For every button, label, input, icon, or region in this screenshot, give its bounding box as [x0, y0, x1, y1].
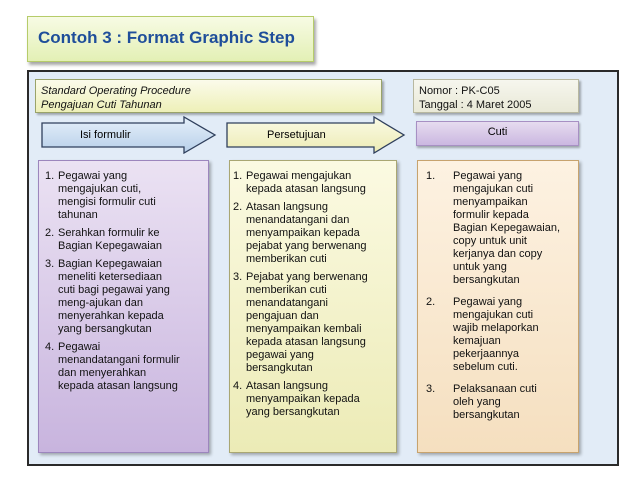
isi-formulir-column — [38, 160, 209, 453]
document-date: Tanggal : 4 Maret 2005 — [419, 99, 532, 111]
item-number: 3. — [233, 271, 243, 283]
document-number: Nomor : PK-C05 — [419, 85, 500, 97]
item-number: 1. — [233, 170, 243, 182]
item-text: Pelaksanaan cuti oleh yang bersangkutan — [453, 383, 537, 421]
item-number: 3. — [426, 383, 436, 395]
list-item — [426, 170, 574, 287]
item-number: 2. — [45, 227, 55, 239]
sop-name-box — [35, 79, 382, 113]
item-text: Pejabat yang berwenang memberikan cuti menandatangani pengajuan dan menyampaikan kembali kepada atasan langsung pegawai yang bersangkutan — [246, 271, 368, 374]
list-item — [45, 258, 204, 336]
item-text: Atasan langsung menandatangani dan menyampaikan kepada pejabat yang berwenang memberikan cuti — [246, 201, 367, 265]
sop-label: Standard Operating Procedure — [41, 85, 191, 97]
item-text: Pegawai yang mengajukan cuti wajib melaporkan kemajuan pekerjaannya sebelum cuti. — [453, 296, 539, 373]
list-item — [45, 227, 204, 253]
step-1-label: Isi formulir — [80, 129, 131, 141]
list-item — [426, 296, 574, 374]
item-number: 1. — [45, 170, 55, 182]
list-item — [45, 170, 204, 222]
item-number: 1. — [426, 170, 436, 182]
list-item — [426, 383, 574, 422]
item-text: Bagian Kepegawaian meneliti ketersediaan cuti bagi pegawai yang meng-ajukan dan menyerahkan kepada yang bersangkutan — [58, 258, 170, 335]
list-item — [233, 201, 392, 266]
step-3-label: Cuti — [487, 126, 508, 138]
item-text: Pegawai mengajukan kepada atasan langsung — [246, 170, 366, 195]
document-info-box — [413, 79, 579, 113]
step-3-header — [416, 121, 579, 146]
list-item — [45, 341, 204, 393]
cuti-column — [417, 160, 579, 453]
item-text: Pegawai yang mengajukan cuti menyampaikan formulir kepada Bagian Kepegawaian, copy untuk unit kerjanya dan copy untuk yang bersangkutan — [453, 170, 561, 286]
item-text: Pegawai yang mengajukan cuti, mengisi formulir cuti tahunan — [58, 170, 156, 221]
slide-title-box — [27, 16, 314, 62]
step-2-label: Persetujuan — [267, 129, 326, 141]
item-number: 3. — [45, 258, 55, 270]
item-text: Serahkan formulir ke Bagian Kepegawaian — [58, 227, 162, 252]
list-item — [233, 170, 392, 196]
item-number: 2. — [233, 201, 243, 213]
sop-procedure-name: Pengajuan Cuti Tahunan — [41, 99, 162, 111]
list-item — [233, 380, 392, 419]
persetujuan-column — [229, 160, 397, 453]
slide-title: Contoh 3 : Format Graphic Step — [38, 28, 295, 47]
item-number: 4. — [45, 341, 55, 353]
item-number: 4. — [233, 380, 243, 392]
list-item — [233, 271, 392, 375]
item-text: Atasan langsung menyampaikan kepada yang bersangkutan — [246, 380, 360, 418]
item-number: 2. — [426, 296, 436, 308]
item-text: Pegawai menandatangani formulir dan menyerahkan kepada atasan langsung — [58, 341, 180, 392]
